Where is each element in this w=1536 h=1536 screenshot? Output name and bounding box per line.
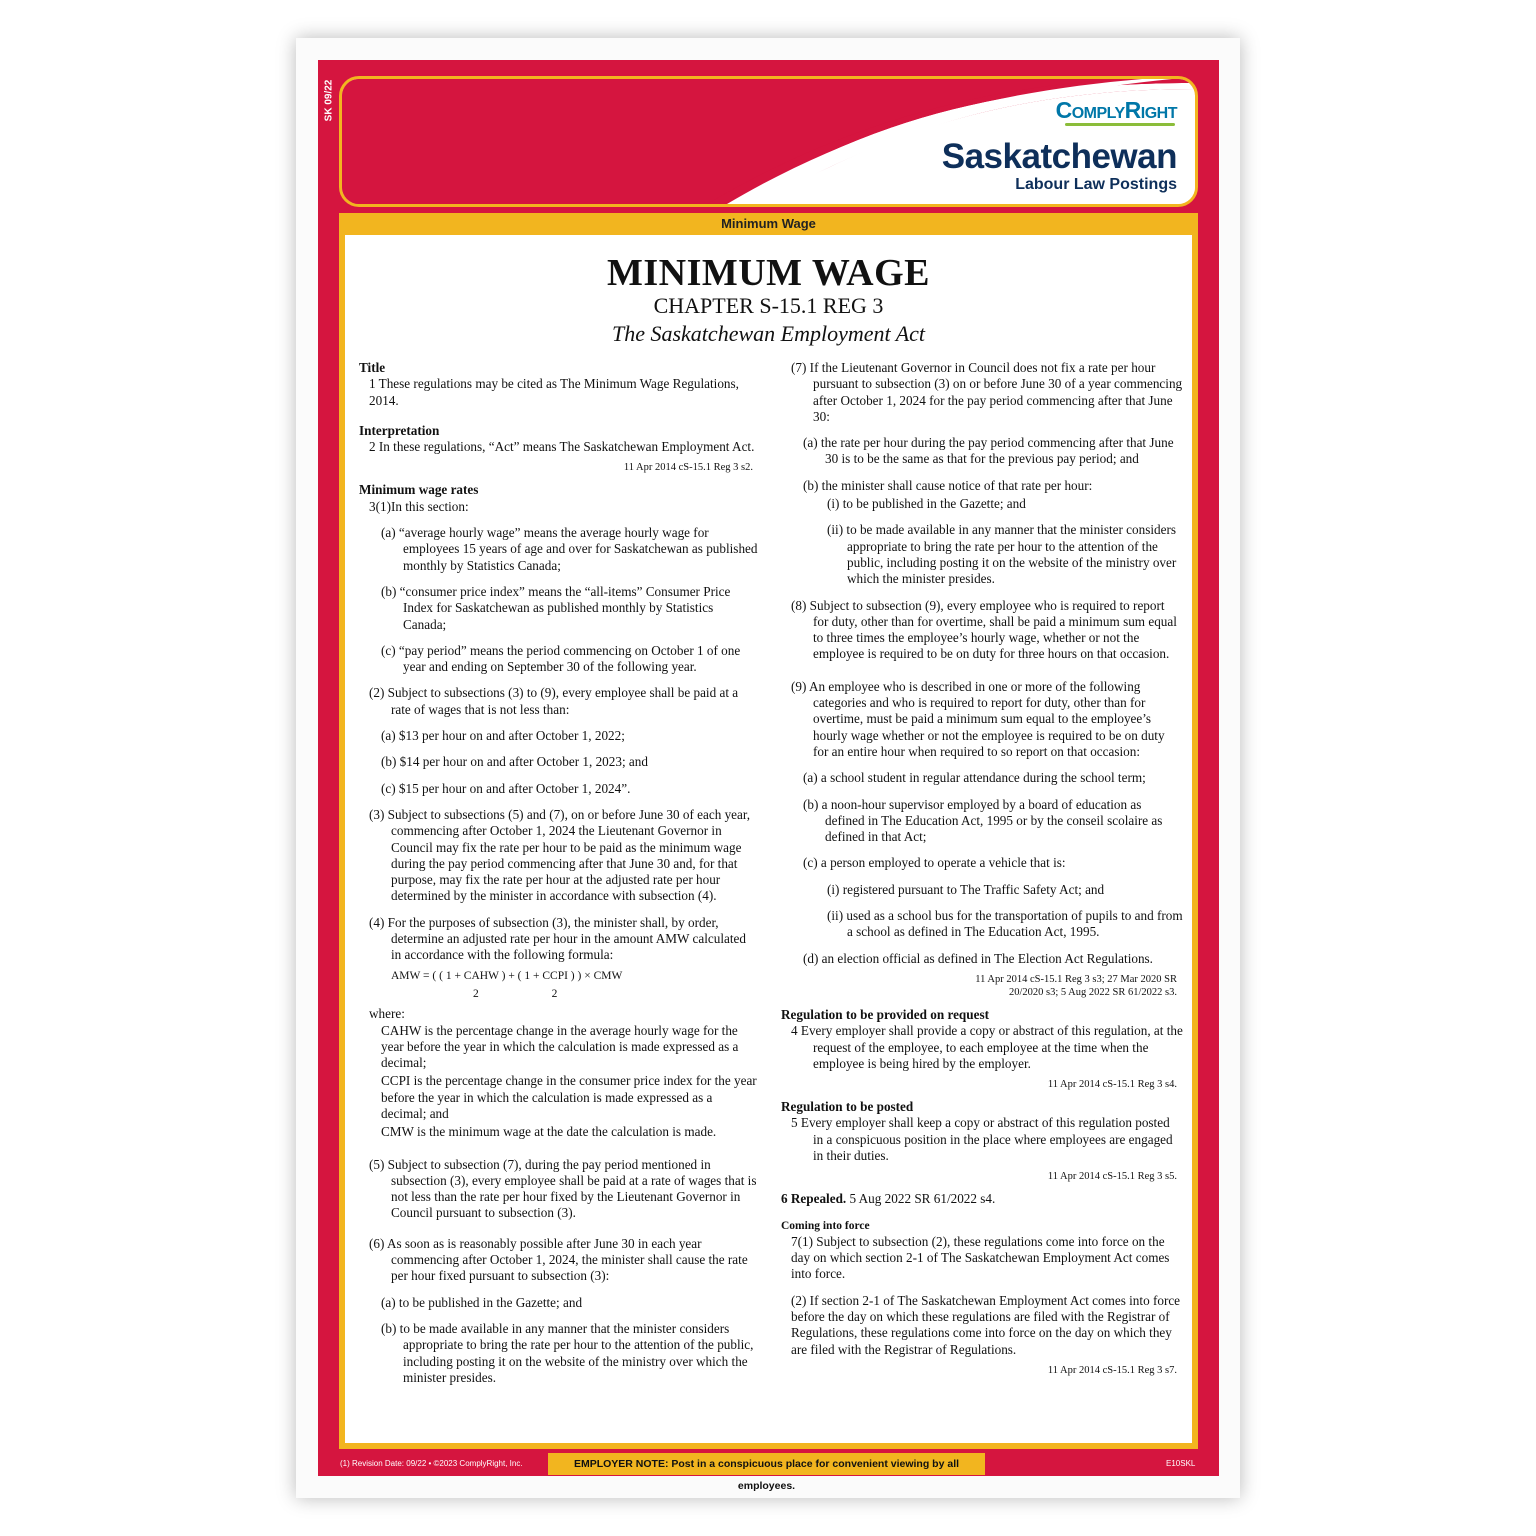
- para-3-7-a: (a) the rate per hour during the pay period commencing after that June 30 is to be the same as that for the previous pay period; and: [803, 435, 1174, 467]
- heading-interpretation: Interpretation: [359, 422, 440, 438]
- heading-coming-into-force: Coming into force: [781, 1219, 870, 1232]
- para-7-2: (2) If section 2-1 of The Saskatchewan Employment Act comes into force before the day on which these regulations are filed with the Registrar of Regulations, these regulations come into force on the day on which they are filed with the Registrar of Regulations.: [791, 1292, 1181, 1357]
- para-3-3: (3) Subject to subsections (5) and (7), on or before June 30 of each year, commencing after October 1, 2024 the Lieutenant Governor in Council may fix the rate per hour to be paid as the minimum wage during the pay period commencing after that June 30 and, for that purpose, may fix the rate per hour at the adjusted rate per hour determined by the minister in accordance with subsection (4).: [369, 806, 751, 904]
- complyright-logo: ComplyRight: [1055, 97, 1177, 123]
- employer-note: EMPLOYER NOTE: Post in a conspicuous place for convenient viewing by all employees.: [548, 1453, 985, 1475]
- para-3-8: (8) Subject to subsection (9), every employee who is required to report for duty, other than for overtime, shall be paid a minimum sum equal to three times the employee’s hourly wage, whether or not the employee is required to be on duty for three hours on that occasion.: [791, 597, 1177, 662]
- amw-formula: AMW = ( ( 1 + CAHW ) + ( 1 + CCPI ) ) × CMW: [391, 969, 623, 982]
- side-code-text: SK 09/22: [323, 79, 335, 121]
- heading-title: Title: [359, 360, 386, 375]
- right-column: [781, 360, 1183, 1385]
- para-1: 1 These regulations may be cited as The Minimum Wage Regulations, 2014.: [369, 376, 739, 408]
- state-title: Saskatchewan: [941, 137, 1177, 176]
- formula-denominator-2: 2: [551, 987, 558, 1000]
- para-3-7-b-ii: (ii) to be made available in any manner that the minister considers appropriate to bring the rate per hour to the attention of the public, including posting it on the website of the ministry over which the minister presides.: [827, 522, 1177, 587]
- def-cmw: CMW is the minimum wage at the date the calculation is made.: [381, 1124, 717, 1140]
- para-3-9-d: (d) an election official as defined in The Election Act Regulations.: [803, 950, 1153, 966]
- heading-minimum-wage-rates: Minimum wage rates: [359, 482, 479, 498]
- para-3-7-b-i: (i) to be published in the Gazette; and: [827, 496, 1026, 512]
- para-3-1-a: (a) “average hourly wage” means the average hourly wage for employees 15 years of age and over for Saskatchewan as published monthly by Statistics Canada;: [381, 525, 758, 573]
- para-7-1: 7(1) Subject to subsection (2), these regulations come into force on the day on which section 2-1 of The Saskatchewan Employment Act comes into force.: [791, 1233, 1170, 1282]
- para-3-9-c: (c) a person employed to operate a vehicle that is:: [803, 855, 1066, 871]
- para-3-9-c-ii: (ii) used as a school bus for the transportation of pupils to and from a school as defined in The Education Act, 1995.: [827, 908, 1183, 940]
- para-3-2: (2) Subject to subsections (3) to (9), every employee shall be paid at a rate of wages that is not less than:: [369, 685, 739, 717]
- para-2: 2 In these regulations, “Act” means The Saskatchewan Employment Act.: [369, 439, 755, 455]
- citation-s5: 11 Apr 2014 cS-15.1 Reg 3 s5.: [1047, 1171, 1177, 1183]
- para-3-6: (6) As soon as is reasonably possible after June 30 in each year commencing after October 1, 2024, the minister shall cause the rate per hour fixed pursuant to subsection (3):: [369, 1235, 748, 1284]
- heading-regulation-on-request: Regulation to be provided on request: [781, 1006, 989, 1022]
- citation-s2: 11 Apr 2014 cS-15.1 Reg 3 s2.: [623, 462, 753, 474]
- para-3-6-a: (a) to be published in the Gazette; and: [381, 1294, 583, 1310]
- formula-denominator-1: 2: [473, 987, 479, 1000]
- poster-header: [339, 76, 1198, 207]
- document-body: [345, 235, 1192, 1443]
- document-act: The Saskatchewan Employment Act: [611, 321, 926, 346]
- citation-s3: 11 Apr 2014 cS-15.1 Reg 3 s3; 27 Mar 2020 SR 20/2020 s3; 5 Aug 2022 SR 61/2022 s3.: [975, 973, 1177, 998]
- citation-s4: 11 Apr 2014 cS-15.1 Reg 3 s4.: [1047, 1079, 1177, 1091]
- para-3-7-b: (b) the minister shall cause notice of that rate per hour:: [803, 477, 1093, 493]
- where-label: where:: [369, 1006, 405, 1022]
- para-3-1: 3(1)In this section:: [369, 498, 469, 514]
- side-code: [318, 60, 340, 140]
- para-6-label: 6 Repealed.: [781, 1191, 847, 1207]
- para-3-4: (4) For the purposes of subsection (3), the minister shall, by order, determine an adjusted rate per hour in the amount AMW calculated in accordance with the following formula:: [369, 914, 746, 963]
- left-column: [359, 360, 759, 1396]
- state-subtitle: Labour Law Postings: [1015, 176, 1177, 193]
- para-3-1-c: (c) “pay period” means the period commencing on October 1 of one year and ending on September 30 of the following year.: [381, 642, 741, 675]
- para-6-text: 5 Aug 2022 SR 61/2022 s4.: [846, 1191, 996, 1207]
- para-3-9-b: (b) a noon-hour supervisor employed by a board of education as defined in The Education Act, 1995 or by the conseil scolaire as defined in that Act;: [803, 796, 1163, 845]
- para-3-9: (9) An employee who is described in one or more of the following categories and who is required to report for duty, other than for overtime, must be paid a minimum sum equal to the employee’s hourly wage whether or not the employee is required to be on duty for an entire hour when required to so report on that occasion:: [791, 678, 1165, 759]
- amw-formula-denominators: [359, 986, 759, 1002]
- para-3-1-b: (b) “consumer price index” means the “all-items” Consumer Price Index for Saskatchewan as published monthly by Statistics Canada;: [381, 583, 731, 632]
- para-3-2-c: (c) $15 per hour on and after October 1, 2024”.: [381, 780, 631, 796]
- para-3-7: (7) If the Lieutenant Governor in Council does not fix a rate per hour pursuant to subsection (3) on or before June 30 of a year commencing after October 1, 2024 for the pay period commencing after that June 30:: [791, 360, 1183, 424]
- para-6: [781, 1191, 1183, 1207]
- section-band: Minimum Wage: [721, 216, 816, 231]
- para-3-2-a: (a) $13 per hour on and after October 1, 2022;: [381, 728, 625, 744]
- def-ccpi: CCPI is the percentage change in the consumer price index for the year before the year in which the calculation is made expressed as a decimal; and: [381, 1073, 757, 1121]
- logo-swoosh-icon: [1065, 123, 1175, 126]
- def-cahw: CAHW is the percentage change in the average hourly wage for the year before the year in which the calculation is made expressed as a decimal;: [381, 1022, 739, 1071]
- heading-regulation-posted: Regulation to be posted: [781, 1099, 914, 1115]
- para-5: 5 Every employer shall keep a copy or abstract of this regulation posted in a conspicuous position in the place where employees are engaged in their duties.: [791, 1115, 1173, 1163]
- document-title: MINIMUM WAGE: [606, 252, 930, 294]
- document-chapter: CHAPTER S-15.1 REG 3: [653, 293, 884, 318]
- para-3-2-b: (b) $14 per hour on and after October 1, 2023; and: [381, 754, 648, 770]
- para-3-5: (5) Subject to subsection (7), during the pay period mentioned in subsection (3), every employee shall be paid at a rate of wages that is not less than the rate per hour fixed by the Lieutenant Governor in Council pursuant to subsection (3).: [369, 1156, 757, 1221]
- citation-s7: 11 Apr 2014 cS-15.1 Reg 3 s7.: [1047, 1364, 1177, 1376]
- product-code: E10SKL: [1166, 1459, 1196, 1468]
- content-frame: [339, 213, 1198, 1449]
- revision-footer: (1) Revision Date: 09/22 • ©2023 ComplyRight, Inc.: [340, 1459, 523, 1468]
- para-4: 4 Every employer shall provide a copy or abstract of this regulation, at the request of the employee, to each employee at the time when the employee is being hired by the employer.: [791, 1023, 1183, 1071]
- para-3-9-a: (a) a school student in regular attendance during the school term;: [803, 770, 1146, 786]
- para-3-6-b: (b) to be made available in any manner that the minister considers appropriate to bring the rate per hour to the attention of the public, including posting it on the website of the ministry over which the minister presides.: [381, 1320, 754, 1385]
- para-3-9-c-i: (i) registered pursuant to The Traffic Safety Act; and: [827, 881, 1105, 897]
